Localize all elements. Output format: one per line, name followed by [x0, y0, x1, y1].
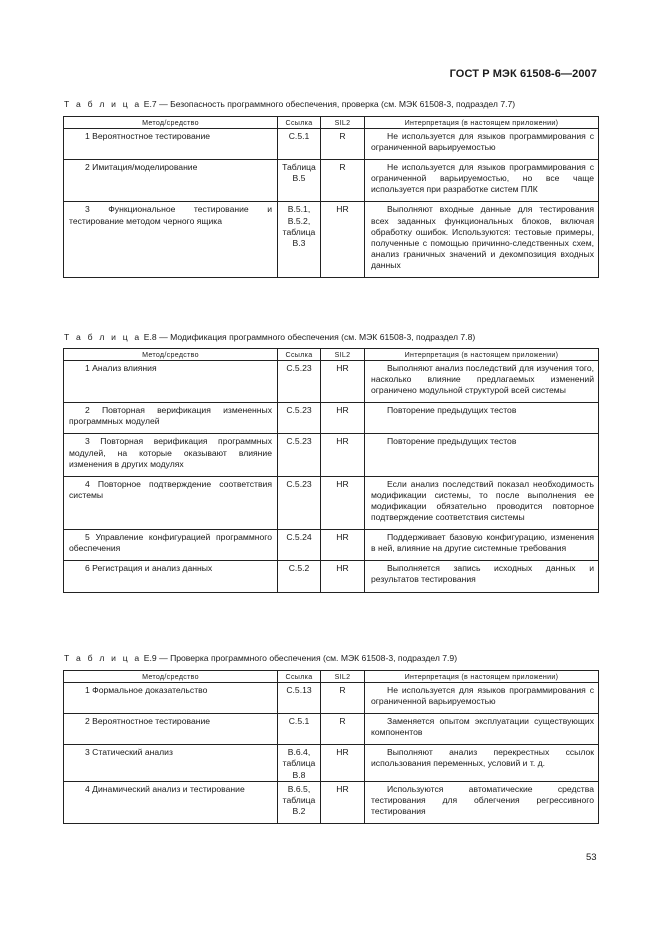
- table-row: [64, 361, 599, 403]
- ref-cell: Таблица В.5: [278, 160, 321, 202]
- caption-title: — Безопасность программного обеспечения, проверка (см. МЭК 61508-3, подраздел 7.7): [159, 99, 516, 109]
- method-cell: 3 Функциональное тестирование и тестирование методом черного ящика: [64, 202, 278, 278]
- table-e9-caption: [64, 653, 457, 663]
- ref-cell: В.6.4, таблица В.8: [278, 745, 321, 781]
- col-method-header: Метод/средство: [64, 349, 278, 361]
- interp-cell: Поддерживает базовую конфигурацию, изменения в ней, влияние на другие системные требования: [365, 530, 599, 561]
- sil-cell: R: [321, 683, 365, 714]
- table-row: [64, 714, 599, 745]
- interp-cell: Используются автоматические средства тестирования для облегчения регрессивного тестирования: [365, 781, 599, 823]
- caption-label: Т а б л и ц а: [64, 653, 142, 663]
- ref-cell: С.5.1: [278, 714, 321, 745]
- col-interp-header: Интерпретация (в настоящем приложении): [365, 117, 599, 129]
- table-row: [64, 129, 599, 160]
- ref-cell: С.5.13: [278, 683, 321, 714]
- table-header-row: [64, 349, 599, 361]
- caption-label: Т а б л и ц а: [64, 332, 142, 342]
- method-cell: 2 Вероятностное тестирование: [64, 714, 278, 745]
- table-e8: [63, 348, 599, 593]
- interp-cell: Не используется для языков программирования с ограниченной варьируемостью, но все чаще используется при разработке систем ПЛК: [365, 160, 599, 202]
- sil-cell: HR: [321, 561, 365, 592]
- method-cell: 2 Имитация/моделирование: [64, 160, 278, 202]
- method-cell: 3 Повторная верификация программных модулей, на которые оказывают влияние изменения в других модулях: [64, 434, 278, 476]
- table-row: [64, 781, 599, 823]
- interp-cell: Выполняют анализ последствий для изучения того, насколько влияние предлагаемых изменений ограничено модульной структурой всей системы: [365, 361, 599, 403]
- ref-cell: С.5.23: [278, 403, 321, 434]
- table-e7-caption: [64, 99, 515, 109]
- sil-cell: HR: [321, 434, 365, 476]
- ref-cell: В.6.5, таблица В.2: [278, 781, 321, 823]
- col-sil-header: SIL2: [321, 349, 365, 361]
- sil-cell: HR: [321, 781, 365, 823]
- table-header-row: [64, 671, 599, 683]
- col-ref-header: Ссылка: [278, 671, 321, 683]
- table-row: [64, 434, 599, 476]
- sil-cell: HR: [321, 476, 365, 529]
- table-e7: [63, 116, 599, 278]
- interp-cell: Не используется для языков программирования с ограниченной варьируемостью: [365, 129, 599, 160]
- method-cell: 1 Анализ влияния: [64, 361, 278, 403]
- sil-cell: HR: [321, 202, 365, 278]
- col-ref-header: Ссылка: [278, 117, 321, 129]
- ref-cell: С.5.23: [278, 476, 321, 529]
- ref-cell: В.5.1, В.5.2, таблица В.3: [278, 202, 321, 278]
- table-row: [64, 745, 599, 781]
- table-e9: [63, 670, 599, 824]
- sil-cell: R: [321, 129, 365, 160]
- interp-cell: Если анализ последствий показал необходимость модификации системы, то после выполнения ее модификации обязательно проводится повторное подтверждение соответствия системы: [365, 476, 599, 529]
- caption-number: Е.7: [143, 99, 157, 109]
- caption-label: Т а б л и ц а: [64, 99, 142, 109]
- interp-cell: Заменяется опытом эксплуатации существующих компонентов: [365, 714, 599, 745]
- method-cell: 3 Статический анализ: [64, 745, 278, 781]
- ref-cell: С.5.23: [278, 361, 321, 403]
- method-cell: 5 Управление конфигурацией программного обеспечения: [64, 530, 278, 561]
- sil-cell: HR: [321, 403, 365, 434]
- caption-number: Е.8: [143, 332, 157, 342]
- interp-cell: Выполняют анализ перекрестных ссылок использования переменных, условий и т. д.: [365, 745, 599, 781]
- table-row: [64, 530, 599, 561]
- caption-title: — Проверка программного обеспечения (см. МЭК 61508-3, подраздел 7.9): [159, 653, 458, 663]
- interp-cell: Выполняется запись исходных данных и результатов тестирования: [365, 561, 599, 592]
- sil-cell: R: [321, 160, 365, 202]
- col-sil-header: SIL2: [321, 671, 365, 683]
- method-cell: 4 Динамический анализ и тестирование: [64, 781, 278, 823]
- table-row: [64, 476, 599, 529]
- method-cell: 2 Повторная верификация измененных программных модулей: [64, 403, 278, 434]
- table-row: [64, 202, 599, 278]
- col-interp-header: Интерпретация (в настоящем приложении): [365, 671, 599, 683]
- ref-cell: С.5.23: [278, 434, 321, 476]
- caption-number: Е.9: [143, 653, 157, 663]
- interp-cell: Повторение предыдущих тестов: [365, 403, 599, 434]
- col-interp-header: Интерпретация (в настоящем приложении): [365, 349, 599, 361]
- table-e8-caption: [64, 332, 475, 342]
- sil-cell: HR: [321, 530, 365, 561]
- sil-cell: HR: [321, 745, 365, 781]
- interp-cell: Повторение предыдущих тестов: [365, 434, 599, 476]
- table-row: [64, 160, 599, 202]
- interp-cell: Не используется для языков программирования с ограниченной варьируемостью: [365, 683, 599, 714]
- ref-cell: С.5.24: [278, 530, 321, 561]
- method-cell: 6 Регистрация и анализ данных: [64, 561, 278, 592]
- col-method-header: Метод/средство: [64, 671, 278, 683]
- method-cell: 4 Повторное подтверждение соответствия системы: [64, 476, 278, 529]
- ref-cell: С.5.2: [278, 561, 321, 592]
- table-row: [64, 683, 599, 714]
- standard-header: ГОСТ Р МЭК 61508-6—2007: [449, 68, 597, 80]
- caption-title: — Модификация программного обеспечения (см. МЭК 61508-3, подраздел 7.8): [159, 332, 476, 342]
- ref-cell: С.5.1: [278, 129, 321, 160]
- sil-cell: HR: [321, 361, 365, 403]
- sil-cell: R: [321, 714, 365, 745]
- col-sil-header: SIL2: [321, 117, 365, 129]
- interp-cell: Выполняют входные данные для тестирования всех заданных функциональных блоков, включая обработку ошибок. Используются: тестовые примеры, полученные с помощью причинно-следственных схем, анализ граничных значений и декомпозиция входных данных: [365, 202, 599, 278]
- table-header-row: [64, 117, 599, 129]
- col-method-header: Метод/средство: [64, 117, 278, 129]
- method-cell: 1 Формальное доказательство: [64, 683, 278, 714]
- page-number: 53: [586, 852, 597, 863]
- method-cell: 1 Вероятностное тестирование: [64, 129, 278, 160]
- table-row: [64, 403, 599, 434]
- table-row: [64, 561, 599, 592]
- col-ref-header: Ссылка: [278, 349, 321, 361]
